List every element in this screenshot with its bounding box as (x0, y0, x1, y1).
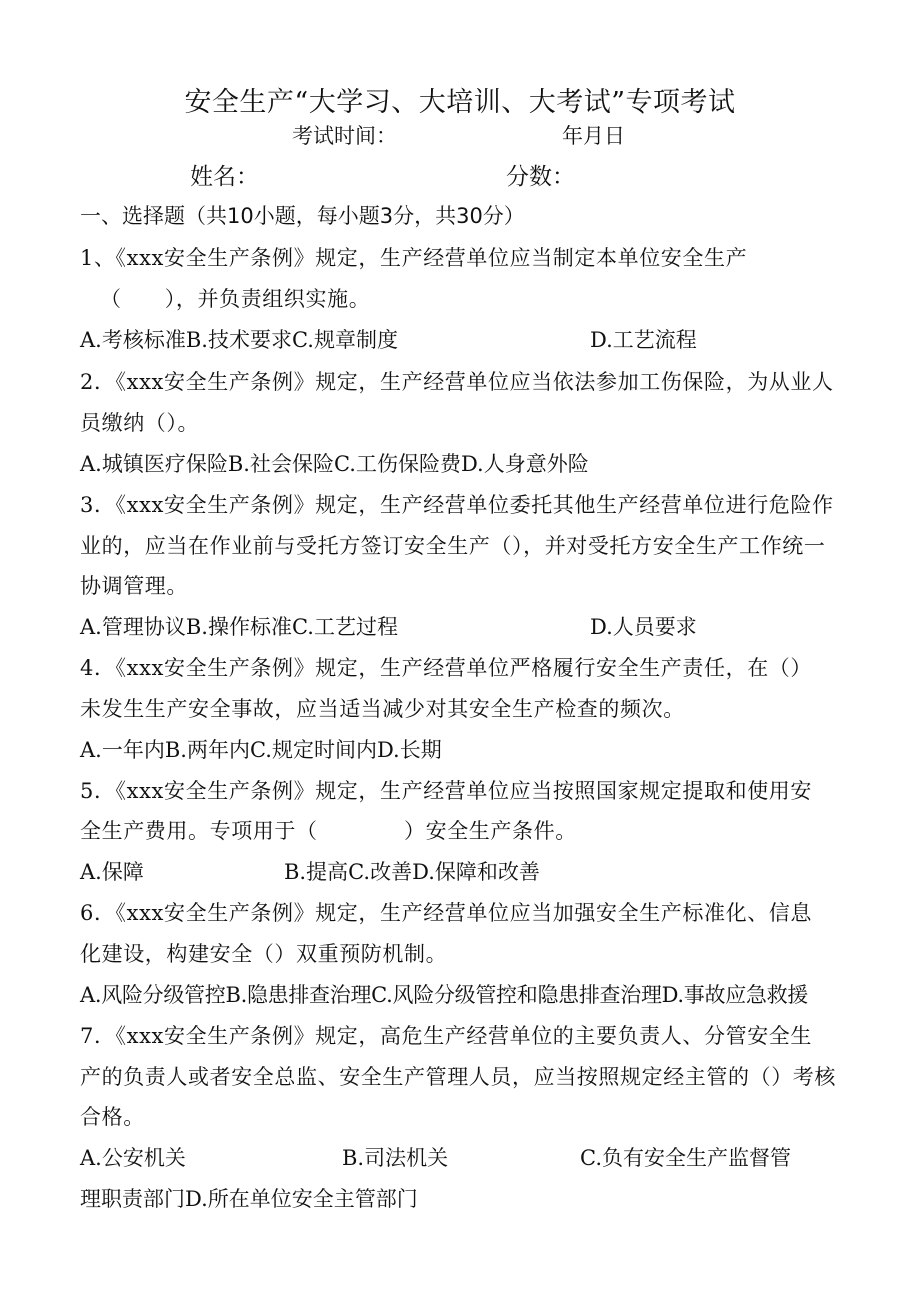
exam-time-label: 考试时间： (292, 124, 397, 148)
question-7-option-c-cont-d: 理职责部门D.所在单位安全主管部门 (80, 1187, 418, 1211)
question-4-line-2: 未发生生产安全事故，应当适当减少对其安全生产检查的频次。 (80, 697, 685, 721)
page-title: 安全生产“大学习、大培训、大考试”专项考试 (184, 87, 736, 118)
question-4-line-1: 4．《xxx安全生产条例》规定，生产经营单位严格履行安全生产责任，在（） (80, 656, 812, 680)
section-heading: 一、选择题（共10小题，每小题3分，共30分） (80, 204, 525, 228)
question-1-line-2: （ ），并负责组织实施。 (100, 287, 371, 311)
name-label: 姓名： (190, 164, 259, 190)
question-6-line-2: 化建设，构建安全（）双重预防机制。 (80, 942, 448, 966)
question-3-option-d: D.人员要求 (590, 615, 697, 639)
question-2-options: A.城镇医疗保险B.社会保险C.工伤保险费D.人身意外险 (80, 452, 589, 476)
exam-date-label: 年月日 (562, 124, 625, 148)
question-2-line-1: 2．《xxx安全生产条例》规定，生产经营单位应当依法参加工伤保险，为从业人 (80, 370, 834, 394)
question-3-line-3: 协调管理。 (80, 574, 188, 598)
question-3-line-1: 3．《xxx安全生产条例》规定，生产经营单位委托其他生产经营单位进行危险作 (80, 493, 834, 517)
question-3-line-2: 业的，应当在作业前与受托方签订安全生产（），并对受托方安全生产工作统一 (80, 534, 826, 558)
question-3-options-abc: A.管理协议B.操作标准C.工艺过程 (80, 615, 398, 639)
question-5-line-1: 5．《xxx安全生产条例》规定，生产经营单位应当按照国家规定提取和使用安 (80, 779, 812, 803)
question-7-option-c: C.负有安全生产监督管 (580, 1146, 791, 1170)
question-5-options-bcd: B.提高C.改善D.保障和改善 (284, 860, 540, 884)
question-7-option-a: A.公安机关 (80, 1146, 186, 1170)
question-6-options: A.风险分级管控B.隐患排查治理C.风险分级管控和隐患排查治理D.事故应急救援 (80, 983, 809, 1007)
score-label: 分数： (506, 164, 575, 190)
question-1-line-1: 1、《xxx安全生产条例》规定，生产经营单位应当制定本单位安全生产 (80, 246, 748, 270)
question-7-line-1: 7．《xxx安全生产条例》规定，高危生产经营单位的主要负责人、分管安全生 (80, 1024, 812, 1048)
question-1-option-d: D.工艺流程 (590, 328, 697, 352)
question-7-line-2: 产的负责人或者安全总监、安全生产管理人员，应当按照规定经主管的（）考核 (80, 1065, 836, 1089)
question-2-line-2: 员缴纳（）。 (80, 411, 200, 435)
question-6-line-1: 6．《xxx安全生产条例》规定，生产经营单位应当加强安全生产标准化、信息 (80, 901, 812, 925)
question-5-option-a: A.保障 (80, 860, 144, 884)
question-7-line-3: 合格。 (80, 1105, 145, 1129)
question-7-option-b: B.司法机关 (342, 1146, 449, 1170)
question-4-options: A.一年内B.两年内C.规定时间内D.长期 (80, 738, 442, 762)
question-5-line-2: 全生产费用。专项用于（ ）安全生产条件。 (80, 819, 577, 843)
question-1-options-abc: A.考核标准B.技术要求C.规章制度 (80, 328, 398, 352)
